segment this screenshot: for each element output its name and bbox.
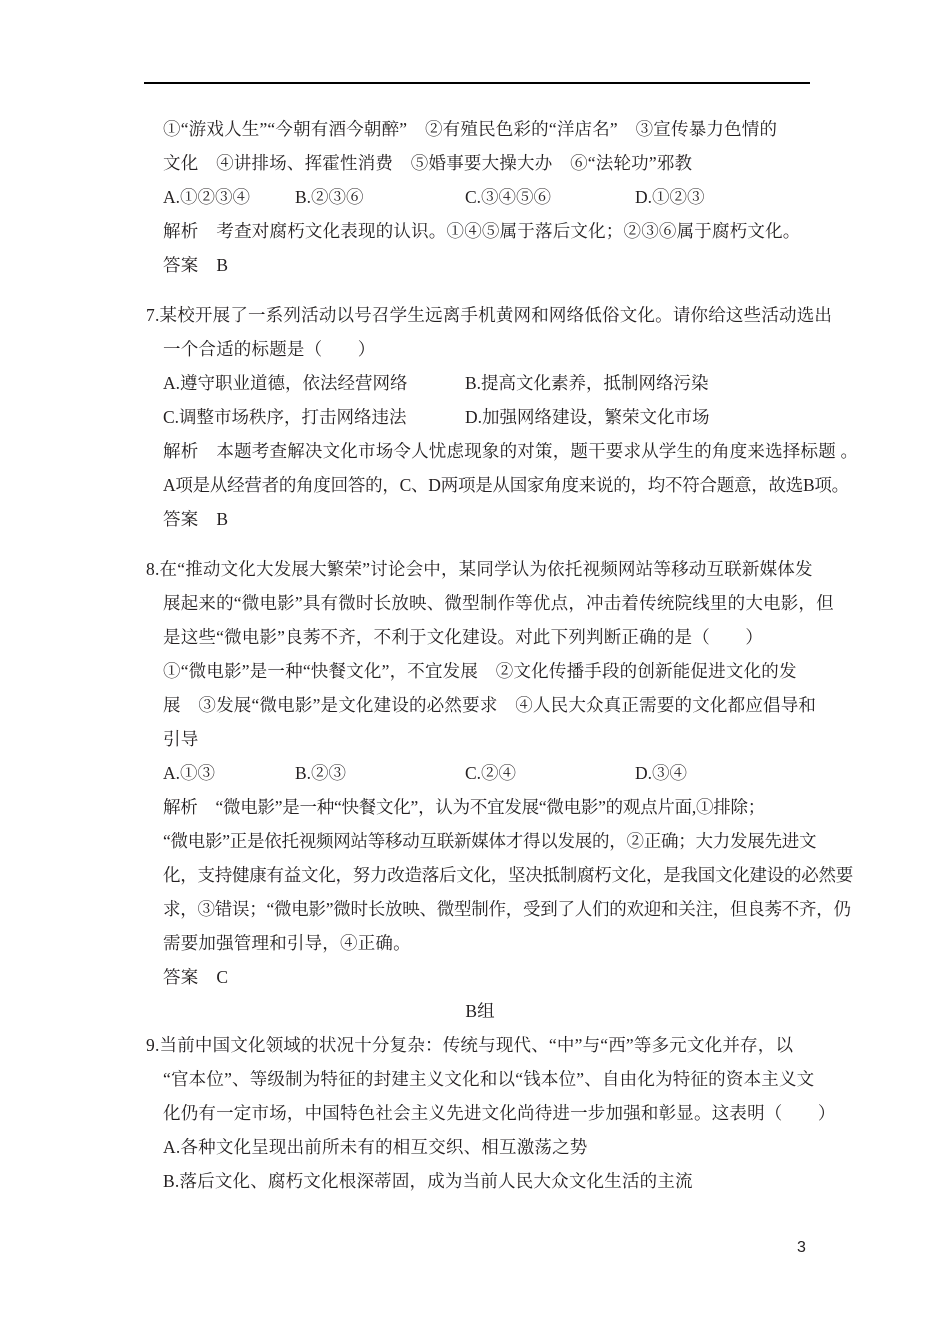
q7-stem-line-1 — [0, 298, 950, 332]
q6-answer-text: B — [216, 255, 229, 275]
q6-stem-line-1: ①“游戏人生”“今朝有酒今朝醉” ②有殖民色彩的“洋店名” ③宣传暴力色情的 — [163, 119, 778, 139]
q6-analysis-text: 考查对腐朽文化表现的认识。①④⑤属于落后文化；②③⑥属于腐朽文化。 — [216, 221, 801, 241]
q8-number: 8. — [146, 559, 160, 579]
q7-analysis-label: 解析 — [163, 441, 199, 461]
q7-analysis-text-1: 本题考查解决文化市场令人忧虑现象的对策，题干要求从学生的角度来选择标题 。 — [216, 441, 859, 461]
q7-analysis-line-1 — [0, 434, 950, 468]
q8-option-c[interactable]: C.②④ — [465, 763, 517, 783]
q8-analysis-line-2: “微电影”正是依托视频网站等移动互联新媒体才得以发展的，②正确；大力发展先进文 — [163, 831, 817, 851]
q7-number: 7. — [146, 305, 160, 325]
q9-stem-line-2: “官本位”、等级制为特征的封建主义文化和以“钱本位”、自由化为特征的资本主义文 — [163, 1069, 815, 1089]
q8-analysis-line-1 — [0, 790, 950, 824]
q8-stem-text-1: 在“推动文化大发展大繁荣”讨论会中，某同学认为依托视频网站等移动互联新媒体发 — [159, 559, 813, 579]
q7-options-row-1 — [0, 366, 950, 400]
q7-option-c[interactable]: C.调整市场秩序，打击网络违法 — [163, 407, 407, 427]
q6-option-b[interactable]: B.②③⑥ — [295, 187, 364, 207]
q9-option-a[interactable]: A.各种文化呈现出前所未有的相互交织、相互激荡之势 — [163, 1137, 588, 1157]
page-number: 3 — [797, 1239, 806, 1256]
q6-options-row — [0, 180, 950, 214]
q7-answer-text: B — [216, 509, 229, 529]
page-content — [0, 112, 950, 1198]
q8-stem-line-3: 是这些“微电影”良莠不齐，不利于文化建设。对此下列判断正确的是（ ） — [163, 627, 764, 647]
q7-option-b[interactable]: B.提高文化素养，抵制网络污染 — [465, 373, 709, 393]
q8-stem-line-1 — [0, 552, 950, 586]
q8-analysis-line-5: 需要加强管理和引导，④正确。 — [163, 933, 411, 953]
q7-answer-label: 答案 — [163, 509, 199, 529]
q7-answer-line — [0, 502, 950, 536]
q8-option-d[interactable]: D.③④ — [635, 763, 688, 783]
q7-option-a[interactable]: A.遵守职业道德，依法经营网络 — [163, 373, 408, 393]
q8-analysis-line-3: 化，支持健康有益文化，努力改造落后文化，坚决抵制腐朽文化，是我国文化建设的必然要 — [163, 865, 853, 885]
q8-analysis-label: 解析 — [163, 797, 198, 817]
q9-stem-line-3: 化仍有一定市场，中国特色社会主义先进文化尚待进一步加强和彰显。这表明（ ） — [163, 1103, 836, 1123]
q7-options-row-2 — [0, 400, 950, 434]
q8-answer-label: 答案 — [163, 967, 199, 987]
q6-option-a[interactable]: A.①②③④ — [163, 187, 251, 207]
header-rule — [144, 82, 810, 84]
q9-stem-text-1: 当前中国文化领域的状况十分复杂：传统与现代、“中”与“西”等多元文化并存，以 — [159, 1035, 794, 1055]
q6-stem-line-2: 文化 ④讲排场、挥霍性消费 ⑤婚事要大操大办 ⑥“法轮功”邪教 — [163, 153, 693, 173]
q7-stem-text-1: 某校开展了一系列活动以号召学生远离手机黄网和网络低俗文化。请你给这些活动选出 — [159, 305, 833, 325]
q8-analysis-line-4: 求，③错误；“微电影”微时长放映、微型制作，受到了人们的欢迎和关注，但良莠不齐，仍 — [163, 899, 851, 919]
q7-stem-line-2: 一个合适的标题是（ ） — [163, 339, 376, 359]
q6-option-c[interactable]: C.③④⑤⑥ — [465, 187, 552, 207]
q9-number: 9. — [146, 1035, 160, 1055]
q6-option-d[interactable]: D.①②③ — [635, 187, 705, 207]
q8-stem-line-6: 引导 — [163, 729, 199, 749]
q8-stem-line-5: 展 ③发展“微电影”是文化建设的必然要求 ④人民大众真正需要的文化都应倡导和 — [163, 695, 817, 715]
group-b-heading: B组 — [465, 1001, 495, 1021]
q6-analysis-label: 解析 — [163, 221, 199, 241]
q8-option-a[interactable]: A.①③ — [163, 763, 216, 783]
q8-option-b[interactable]: B.②③ — [295, 763, 347, 783]
q9-stem-line-1 — [0, 1028, 950, 1062]
q8-stem-line-4: ①“微电影”是一种“快餐文化”，不宜发展 ②文化传播手段的创新能促进文化的发 — [163, 661, 797, 681]
q6-answer-label: 答案 — [163, 255, 199, 275]
q6-answer-line — [0, 248, 950, 282]
q8-stem-line-2: 展起来的“微电影”具有微时长放映、微型制作等优点，冲击着传统院线里的大电影，但 — [163, 593, 834, 613]
q8-options-row — [0, 756, 950, 790]
block-gap — [0, 536, 950, 552]
q9-option-b[interactable]: B.落后文化、腐朽文化根深蒂固，成为当前人民大众文化生活的主流 — [163, 1171, 693, 1191]
q6-analysis-line — [0, 214, 950, 248]
q8-answer-text: C — [216, 967, 229, 987]
q8-analysis-text-1: “微电影”是一种“快餐文化”，认为不宜发展“微电影”的观点片面,①排除； — [215, 797, 765, 817]
block-gap — [0, 282, 950, 298]
q7-analysis-line-2: A项是从经营者的角度回答的，C、D两项是从国家角度来说的，均不符合题意，故选B项。 — [163, 475, 849, 495]
q8-answer-line — [0, 960, 950, 994]
q7-option-d[interactable]: D.加强网络建设，繁荣文化市场 — [465, 407, 710, 427]
